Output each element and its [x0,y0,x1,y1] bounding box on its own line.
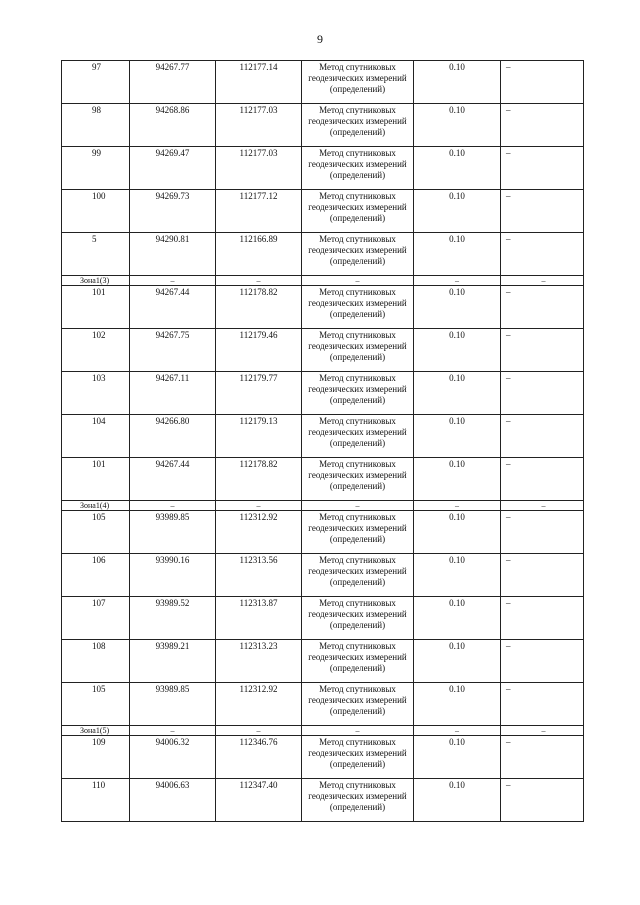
precision-cell: 0.10 [414,147,501,190]
point-number-cell: 104 [62,415,130,458]
point-number-cell: 103 [62,372,130,415]
precision-cell: 0.10 [414,597,501,640]
method-cell: Метод спутниковых геодезических измерений (определений) [302,683,414,726]
point-number-cell: 105 [62,683,130,726]
coordinate-y-cell: 112178.82 [216,286,302,329]
coordinate-y-cell: 112166.89 [216,233,302,276]
precision-cell: 0.10 [414,640,501,683]
table-row [62,286,584,329]
table-row [62,233,584,276]
precision-cell: – [414,726,501,736]
coordinate-x-cell: 94267.11 [130,372,216,415]
coordinate-x-cell: 94266.80 [130,415,216,458]
method-cell: – [302,501,414,511]
method-cell: – [302,726,414,736]
coordinate-y-cell: 112179.77 [216,372,302,415]
note-cell: – [501,726,584,736]
page-number: 9 [317,32,323,46]
precision-cell: 0.10 [414,190,501,233]
method-cell: – [302,276,414,286]
coordinate-y-cell: 112313.56 [216,554,302,597]
note-cell: – [501,104,584,147]
coordinate-x-cell: 94267.75 [130,329,216,372]
precision-cell: 0.10 [414,415,501,458]
coordinate-y-cell: 112179.46 [216,329,302,372]
coordinate-x-cell: – [130,501,216,511]
table-row [62,736,584,779]
precision-cell: 0.10 [414,779,501,822]
coordinate-x-cell: 94267.44 [130,458,216,501]
note-cell: – [501,286,584,329]
point-number-cell: 109 [62,736,130,779]
table-row [62,190,584,233]
table-row [62,458,584,501]
note-cell: – [501,554,584,597]
zone-header-row [62,726,584,736]
point-number-cell: 101 [62,458,130,501]
table-row [62,640,584,683]
point-number-cell: 105 [62,511,130,554]
precision-cell: – [414,501,501,511]
coordinate-y-cell: 112313.87 [216,597,302,640]
coordinate-y-cell: 112179.13 [216,415,302,458]
table-row [62,329,584,372]
coordinate-y-cell: – [216,726,302,736]
method-cell: Метод спутниковых геодезических измерений (определений) [302,458,414,501]
coordinate-y-cell: 112177.03 [216,104,302,147]
note-cell: – [501,147,584,190]
table-row [62,147,584,190]
coordinates-table [61,60,584,822]
point-number-cell: 107 [62,597,130,640]
point-number-cell: 108 [62,640,130,683]
point-number-cell: Зона1(5) [62,726,130,736]
precision-cell: 0.10 [414,104,501,147]
note-cell: – [501,597,584,640]
coordinate-y-cell: 112313.23 [216,640,302,683]
note-cell: – [501,683,584,726]
point-number-cell: 99 [62,147,130,190]
point-number-cell: Зона1(3) [62,276,130,286]
coordinate-x-cell: – [130,726,216,736]
coordinate-x-cell: 94267.44 [130,286,216,329]
method-cell: Метод спутниковых геодезических измерений (определений) [302,286,414,329]
method-cell: Метод спутниковых геодезических измерений (определений) [302,415,414,458]
method-cell: Метод спутниковых геодезических измерений (определений) [302,233,414,276]
point-number-cell: 106 [62,554,130,597]
zone-header-row [62,276,584,286]
point-number-cell: 5 [62,233,130,276]
method-cell: Метод спутниковых геодезических измерений (определений) [302,104,414,147]
coordinate-y-cell: 112177.12 [216,190,302,233]
coordinate-y-cell: 112177.03 [216,147,302,190]
coordinates-table-body [62,61,584,822]
table-row [62,779,584,822]
note-cell: – [501,511,584,554]
note-cell: – [501,640,584,683]
coordinate-x-cell: 94006.63 [130,779,216,822]
method-cell: Метод спутниковых геодезических измерений (определений) [302,597,414,640]
point-number-cell: Зона1(4) [62,501,130,511]
method-cell: Метод спутниковых геодезических измерений (определений) [302,511,414,554]
method-cell: Метод спутниковых геодезических измерений (определений) [302,372,414,415]
precision-cell: 0.10 [414,233,501,276]
table-row [62,415,584,458]
precision-cell: – [414,276,501,286]
coordinate-x-cell: 94006.32 [130,736,216,779]
coordinate-y-cell: – [216,501,302,511]
coordinate-y-cell: 112178.82 [216,458,302,501]
method-cell: Метод спутниковых геодезических измерений (определений) [302,779,414,822]
precision-cell: 0.10 [414,458,501,501]
coordinate-x-cell: 94268.86 [130,104,216,147]
coordinate-x-cell: 94267.77 [130,61,216,104]
note-cell: – [501,779,584,822]
coordinate-x-cell: 93989.52 [130,597,216,640]
zone-header-row [62,501,584,511]
coordinate-x-cell: 94290.81 [130,233,216,276]
coordinate-y-cell: 112312.92 [216,683,302,726]
precision-cell: 0.10 [414,554,501,597]
note-cell: – [501,276,584,286]
point-number-cell: 98 [62,104,130,147]
coordinate-y-cell: 112312.92 [216,511,302,554]
precision-cell: 0.10 [414,511,501,554]
method-cell: Метод спутниковых геодезических измерений (определений) [302,147,414,190]
method-cell: Метод спутниковых геодезических измерений (определений) [302,736,414,779]
point-number-cell: 100 [62,190,130,233]
coordinate-x-cell: 93989.21 [130,640,216,683]
coordinate-y-cell: – [216,276,302,286]
table-row [62,511,584,554]
precision-cell: 0.10 [414,329,501,372]
note-cell: – [501,415,584,458]
coordinate-y-cell: 112346.76 [216,736,302,779]
coordinate-y-cell: 112347.40 [216,779,302,822]
precision-cell: 0.10 [414,736,501,779]
table-row [62,683,584,726]
note-cell: – [501,190,584,233]
point-number-cell: 97 [62,61,130,104]
coordinate-x-cell: 94269.73 [130,190,216,233]
coordinate-x-cell: 93990.16 [130,554,216,597]
note-cell: – [501,329,584,372]
note-cell: – [501,372,584,415]
method-cell: Метод спутниковых геодезических измерений (определений) [302,554,414,597]
table-row [62,104,584,147]
precision-cell: 0.10 [414,683,501,726]
table-row [62,61,584,104]
method-cell: Метод спутниковых геодезических измерений (определений) [302,190,414,233]
point-number-cell: 110 [62,779,130,822]
note-cell: – [501,233,584,276]
point-number-cell: 102 [62,329,130,372]
precision-cell: 0.10 [414,61,501,104]
table-row [62,372,584,415]
note-cell: – [501,61,584,104]
coordinate-y-cell: 112177.14 [216,61,302,104]
table-row [62,554,584,597]
coordinate-x-cell: – [130,276,216,286]
method-cell: Метод спутниковых геодезических измерений (определений) [302,61,414,104]
coordinate-x-cell: 93989.85 [130,511,216,554]
precision-cell: 0.10 [414,286,501,329]
note-cell: – [501,458,584,501]
coordinate-x-cell: 93989.85 [130,683,216,726]
note-cell: – [501,736,584,779]
note-cell: – [501,501,584,511]
coordinate-x-cell: 94269.47 [130,147,216,190]
point-number-cell: 101 [62,286,130,329]
precision-cell: 0.10 [414,372,501,415]
method-cell: Метод спутниковых геодезических измерений (определений) [302,329,414,372]
table-row [62,597,584,640]
method-cell: Метод спутниковых геодезических измерений (определений) [302,640,414,683]
